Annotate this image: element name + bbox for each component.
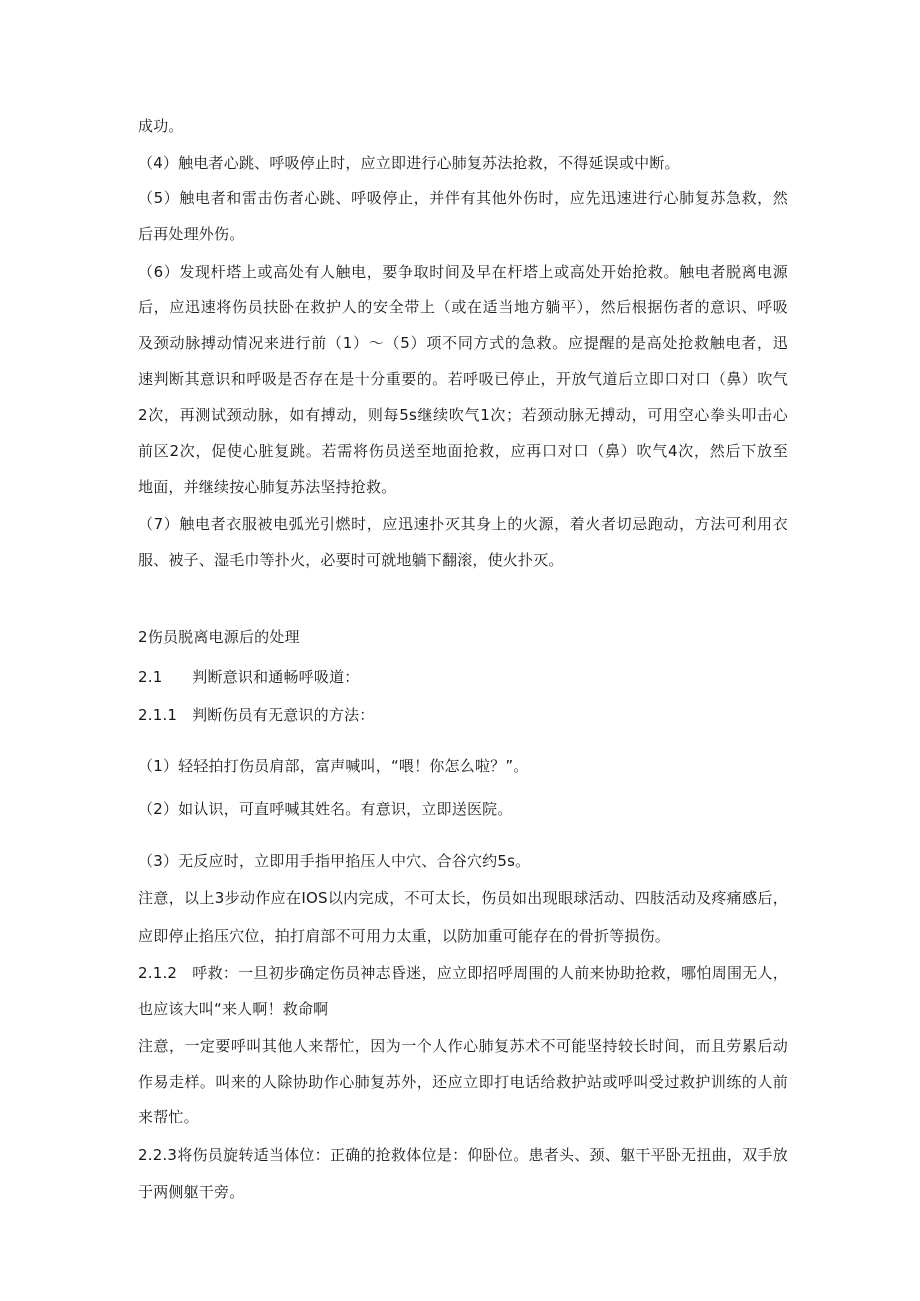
text-line: 速判断其意识和呼吸是否存在是十分重要的。若呼吸已停止，开放气道后立即口对口（鼻）吹气 — [138, 370, 788, 388]
text-line: （5）触电者和雷击伤者心跳、呼吸停止，并伴有其他外伤时，应先迅速进行心肺复苏急救，然 — [138, 189, 788, 207]
text-line: 地面，并继续按心肺复苏法坚持抢救。 — [138, 478, 397, 496]
text-line: 应即停止掐压穴位，拍打肩部不可用力太重，以防加重可能存在的骨折等损伤。 — [138, 927, 671, 945]
subsection-heading: 2.1.1 判断伤员有无意识的方法： — [138, 706, 375, 724]
text-line: 前区2次，促使心脏复跳。若需将伤员送至地面抢救，应再口对口（鼻）吹气4次，然后下放至 — [138, 442, 788, 460]
text-line: （7）触电者衣服被电弧光引燃时，应迅速扑灭其身上的火源，着火者切忌跑动，方法可利用衣 — [138, 515, 788, 533]
text-line: （4）触电者心跳、呼吸停止时，应立即进行心肺复苏法抢救，不得延误或中断。 — [138, 154, 680, 172]
text-line: （2）如认识，可直呼喊其姓名。有意识，立即送医院。 — [138, 800, 513, 818]
text-line: （1）轻轻拍打伤员肩部，富声喊叫，“喂！你怎么啦？”。 — [138, 757, 529, 775]
text-line: 成功。 — [138, 117, 184, 135]
text-line: 2.2.3将伤员旋转适当体位：正确的抢救体位是：仰卧位。患者头、颈、躯干平卧无扭曲，双手放 — [138, 1146, 788, 1164]
text-line: 2次，再测试颈动脉，如有搏动，则每5s继续吹气1次；若颈动脉无搏动，可用空心拳头叩击心 — [138, 406, 788, 424]
text-line: 作易走样。叫来的人除协助作心肺复苏外，还应立即打电话给救护站或呼叫受过救护训练的人前 — [138, 1073, 788, 1091]
text-line: （6）发现杆塔上或高处有人触电，要争取时间及早在杆塔上或高处开始抢救。触电者脱离电源 — [138, 263, 788, 281]
text-line: （3）无反应时，立即用手指甲掐压人中穴、合谷穴约5s。 — [138, 852, 531, 870]
text-line: 来帮忙。 — [138, 1108, 199, 1126]
section-heading: 2伤员脱离电源后的处理 — [138, 628, 300, 646]
text-line: 后再处理外伤。 — [138, 225, 245, 243]
text-line: 也应该大叫“来人啊！救命啊 — [138, 1000, 329, 1018]
text-line: 及颈动脉搏动情况来进行前（1）～（5）项不同方式的急救。应提醒的是高处抢救触电者，迅 — [138, 334, 788, 352]
text-line: 注意，一定要呼叫其他人来帮忙，因为一个人作心肺复苏术不可能坚持较长时间，而且劳累后动 — [138, 1037, 788, 1055]
text-line: 注意，以上3步动作应在IOS以内完成，不可太长，伤员如出现眼球活动、四肢活动及疼痛感后， — [138, 889, 788, 907]
text-line: 2.1.2 呼救：一旦初步确定伤员神志昏迷，应立即招呼周围的人前来协助抢救，哪怕周围无人， — [138, 964, 788, 982]
text-line: 后，应迅速将伤员扶卧在救护人的安全带上（或在适当地方躺平），然后根据伤者的意识、呼吸 — [138, 298, 788, 316]
text-line: 服、被子、湿毛巾等扑火，必要时可就地躺下翻滚，使火扑灭。 — [138, 551, 564, 569]
text-line: 于两侧躯干旁。 — [138, 1183, 245, 1201]
subsection-heading: 2.1 判断意识和通畅呼吸道： — [138, 668, 360, 686]
